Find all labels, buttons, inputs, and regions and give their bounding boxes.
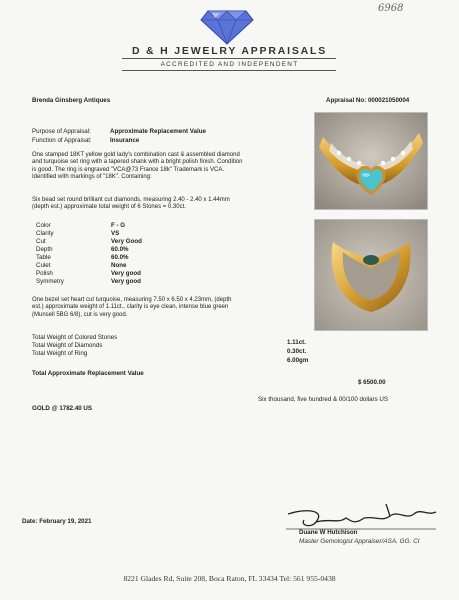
diamonds-line: (depth est.) approximate total weight of 6 Stones = 0.30ct. — [32, 204, 186, 211]
diamond-logo-icon — [200, 9, 254, 45]
description-line: is good. The ring is engraved "VCA@73 France 18k" Trademark is VCA. — [32, 166, 224, 173]
turquoise-line: est.) approximate weight of 1.11ct., clarity is eye clean, intense blue green — [32, 304, 229, 311]
grading-value: VS — [111, 230, 120, 237]
appraisal-number: Appraisal No: 000021050004 — [326, 97, 410, 104]
company-tagline: ACCREDITED AND INDEPENDENT — [160, 61, 299, 68]
handwritten-number: 6968 — [378, 3, 404, 14]
description-line: and turquoise set ring with a tapered shank with a bright polish finish. Condition — [32, 159, 243, 166]
header-rule-top — [122, 58, 336, 59]
footer-address: 8221 Glades Rd, Suite 208, Boca Raton, FL 33434 Tel: 561 955-0438 — [123, 574, 336, 583]
total-value: 6.00gm — [287, 357, 309, 364]
grading-value: Very good — [111, 270, 141, 277]
purpose-value: Approximate Replacement Value — [110, 128, 206, 135]
total-label: Total Weight of Diamonds — [32, 342, 103, 349]
signer-name: Duane W Hutchison — [299, 529, 358, 536]
replacement-value: $ 6500.00 — [358, 379, 386, 386]
grading-label: Polish — [36, 270, 53, 277]
total-value: 0.30ct. — [287, 348, 307, 355]
grading-label: Symmetry — [36, 278, 64, 285]
diamonds-description — [32, 197, 312, 212]
appraisal-date: Date: February 19, 2021 — [22, 518, 92, 525]
grading-value: F - G — [111, 222, 126, 229]
turquoise-description — [32, 297, 317, 319]
purpose-label: Purpose of Appraisal: — [32, 128, 91, 135]
ring-front-photo — [314, 112, 428, 210]
grading-label: Cut — [36, 238, 46, 245]
client-name: Brenda Ginsberg Antiques — [32, 97, 111, 104]
grading-value: Very Good — [111, 238, 142, 245]
grading-label: Clarity — [36, 230, 54, 237]
grading-label: Culet — [36, 262, 51, 269]
grading-label: Depth — [36, 246, 53, 253]
signer-title: Master Gemologist Appraiser/ASA. GG. CI — [299, 538, 420, 545]
function-label: Function of Appraisal: — [32, 137, 92, 144]
function-value: Insurance — [110, 137, 140, 144]
gold-price: GOLD @ 1782.40 US — [32, 405, 93, 412]
description-line: Identified with markings of "18K". Containing: — [32, 174, 152, 181]
grading-label: Table — [36, 254, 51, 261]
value-in-words: Six thousand, five hundred & 00/100 dollars US — [258, 396, 389, 403]
grading-value: None — [111, 262, 127, 269]
total-value: 1.11ct. — [287, 339, 306, 346]
turquoise-line: (Munsell 5BG 6/8), cut is very good. — [32, 311, 128, 318]
ring-description — [32, 152, 312, 182]
description-line: One stamped 18KT yellow gold lady's combination cast & assembled diamond — [32, 152, 240, 158]
total-label: Total Weight of Ring — [32, 350, 88, 357]
replacement-label: Total Approximate Replacement Value — [32, 370, 144, 377]
grading-value: Very good — [111, 278, 141, 285]
header-rule-bottom — [122, 70, 336, 71]
company-name: D & H JEWELRY APPRAISALS — [131, 45, 328, 57]
grading-value: 60.0% — [111, 246, 129, 253]
ring-top-photo — [314, 219, 428, 331]
diamonds-line: Six bead set round brilliant cut diamonds, measuring 2.40 - 2.40 x 1.44mm — [32, 197, 230, 203]
grading-label: Color — [36, 222, 51, 229]
turquoise-line: One bezel set heart cut turquoise, measuring 7.50 x 6.50 x 4.23mm, (depth — [32, 297, 232, 303]
grading-value: 60.0% — [111, 254, 129, 261]
total-label: Total Weight of Colored Stones — [32, 334, 118, 341]
